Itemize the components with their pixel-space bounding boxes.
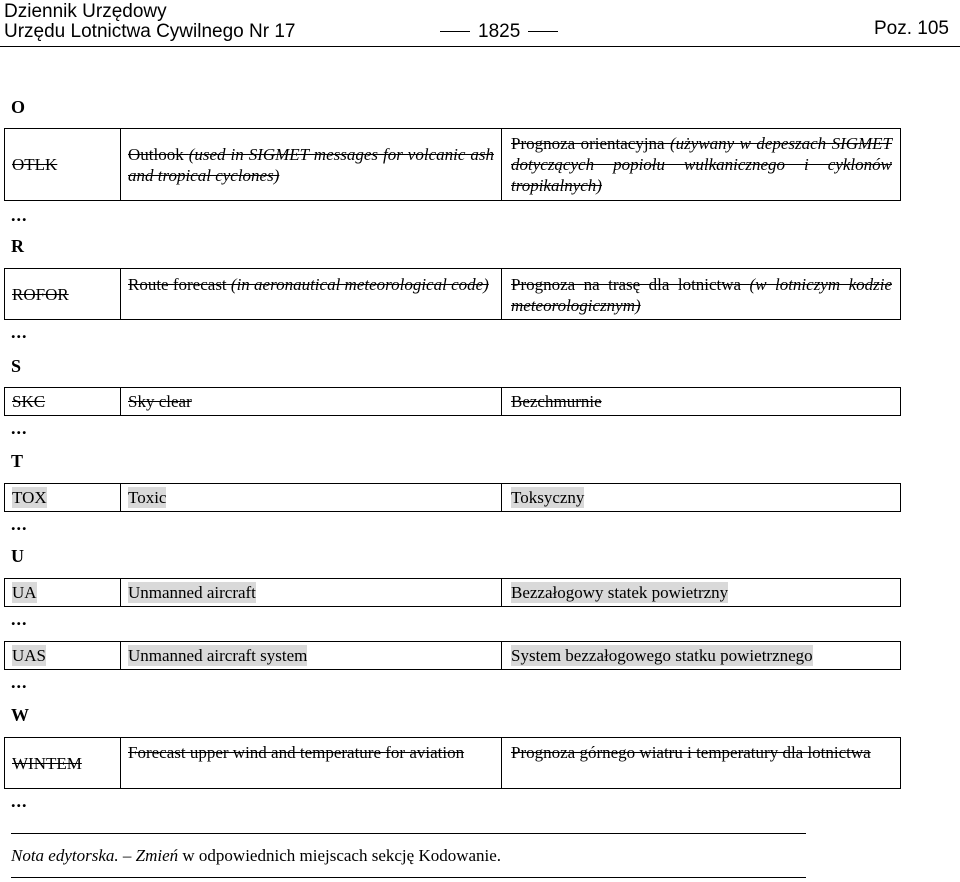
journal-title-line1: Dziennik Urzędowy	[4, 1, 167, 22]
polish-cell: Prognoza orientacyjna (używany w depeszach SIGMET dotyczących popiołu wulkanicznego i cyklonów tropikalnych)	[501, 129, 900, 200]
abbr-cell: ROFOR	[12, 284, 69, 304]
section-letter-u: U	[11, 546, 24, 566]
section-letter-t: T	[11, 451, 24, 471]
section-letter-o: O	[11, 97, 26, 117]
table-row-wintem	[4, 737, 901, 789]
table-row-tox	[4, 483, 901, 512]
english-cell: Unmanned aircraft system	[120, 642, 501, 669]
section-letter-s: S	[11, 356, 22, 376]
section-letter-w: W	[11, 705, 29, 725]
page-number-dash-right	[528, 31, 558, 32]
ellipsis: ...	[11, 514, 28, 534]
polish-cell: Bezzałogowy statek powietrzny	[501, 579, 900, 606]
page-number-dash-left	[440, 31, 470, 32]
note-verb: Zmień	[135, 846, 179, 865]
ellipsis: ...	[11, 609, 28, 629]
position-label: Poz. 105	[874, 18, 949, 39]
abbr-cell: UAS	[12, 646, 47, 665]
english-cell: Forecast upper wind and temperature for aviation	[120, 738, 501, 788]
ellipsis: ...	[11, 672, 28, 692]
english-cell: Outlook (used in SIGMET messages for volcanic ash and tropical cyclones)	[120, 129, 501, 200]
abbr-cell: OTLK	[12, 155, 58, 174]
ellipsis: ...	[11, 791, 28, 811]
journal-title	[4, 2, 295, 42]
table-row-otlk	[4, 128, 901, 201]
table-row-ua	[4, 578, 901, 607]
ellipsis: ...	[11, 322, 28, 342]
polish-cell: System bezzałogowego statku powietrznego	[501, 642, 900, 669]
abbr-cell: UA	[12, 583, 37, 602]
abbr-cell: WINTEM	[12, 753, 82, 773]
table-row-uas	[4, 641, 901, 670]
note-label: Nota edytorska.	[11, 846, 119, 865]
table-row-rofor	[4, 268, 901, 320]
table-row-skc	[4, 387, 901, 416]
note-rule-bottom	[11, 877, 806, 878]
editorial-note: Nota edytorska. – Zmień w odpowiednich miejscach sekcję Kodowanie.	[11, 846, 502, 865]
english-cell: Route forecast (in aeronautical meteorological code)	[120, 269, 501, 319]
polish-cell: Prognoza na trasę dla lotnictwa (w lotniczym kodzie meteorologicznym)	[501, 269, 900, 319]
section-letter-r: R	[11, 236, 24, 256]
english-cell: Sky clear	[120, 388, 501, 415]
ellipsis: ...	[11, 418, 28, 438]
polish-cell: Toksyczny	[501, 484, 900, 511]
header-rule	[0, 46, 960, 47]
english-cell: Toxic	[120, 484, 501, 511]
note-rule-top	[11, 833, 806, 834]
abbr-cell: SKC	[12, 392, 46, 411]
page-number: 1825	[432, 22, 566, 42]
polish-cell: Bezchmurnie	[501, 388, 900, 415]
ellipsis: ...	[11, 205, 28, 225]
english-cell: Unmanned aircraft	[120, 579, 501, 606]
abbr-cell: TOX	[12, 488, 47, 507]
polish-cell: Prognoza górnego wiatru i temperatury dla lotnictwa	[501, 738, 900, 788]
journal-title-line2: Urzędu Lotnictwa Cywilnego Nr 17	[4, 21, 296, 42]
